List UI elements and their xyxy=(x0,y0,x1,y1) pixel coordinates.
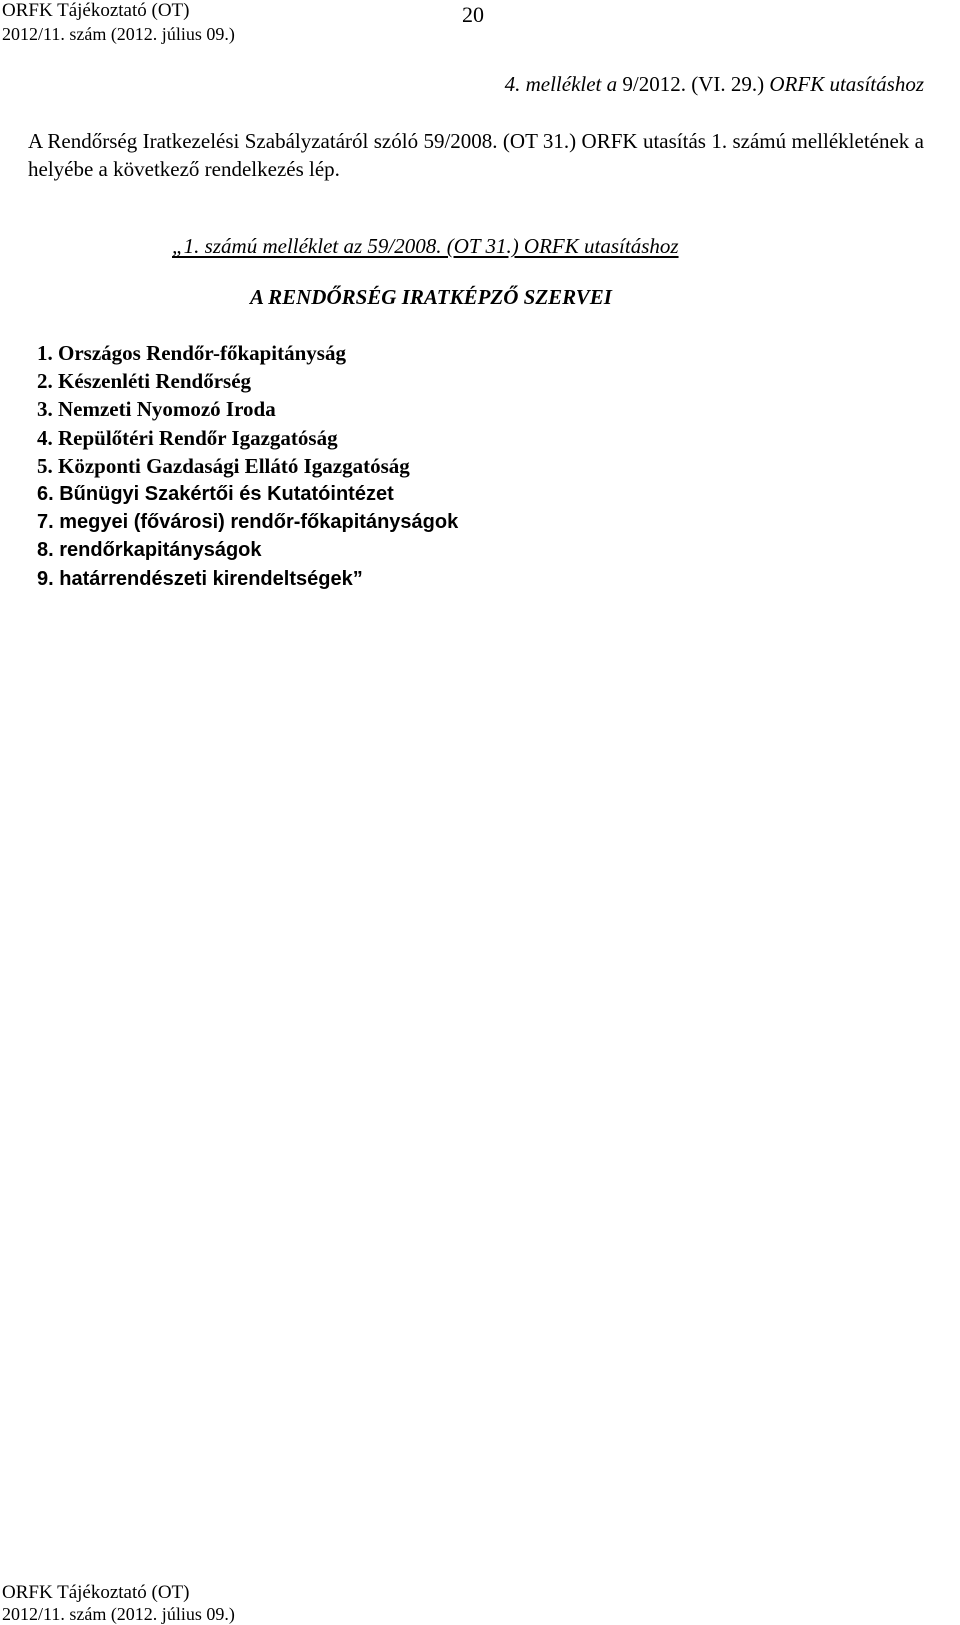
organization-list xyxy=(37,339,458,593)
list-item: 5. Központi Gazdasági Ellátó Igazgatóság xyxy=(37,453,410,478)
annex-reference xyxy=(505,72,924,97)
list-item: 1. Országos Rendőr-főkapitányság xyxy=(37,341,346,365)
section-heading: A RENDŐRSÉG IRATKÉPZŐ SZERVEI xyxy=(250,285,612,309)
list-item: 8. rendőrkapitányságok xyxy=(37,539,262,562)
annex-reference-number: 9/2012. (VI. 29.) xyxy=(622,72,765,96)
footer-issue: 2012/11. szám (2012. július 09.) xyxy=(2,1604,235,1624)
header-publication: ORFK Tájékoztató (OT) xyxy=(2,0,190,21)
list-item: 6. Bűnügyi Szakértői és Kutatóintézet xyxy=(37,483,394,506)
annex-reference-prefix: 4. melléklet a xyxy=(504,72,623,96)
inner-annex-title: „1. számú melléklet az 59/2008. (OT 31.) ORFK utasításhoz xyxy=(172,234,679,258)
header-issue: 2012/11. szám (2012. július 09.) xyxy=(2,24,235,44)
intro-paragraph: A Rendőrség Iratkezelési Szabályzatáról szóló 59/2008. (OT 31.) ORFK utasítás 1. számú mellékletének a helyébe a következő rendelkezés lép. xyxy=(28,129,924,181)
list-item: 9. határrendészeti kirendeltségek” xyxy=(37,567,363,590)
page-number: 20 xyxy=(462,2,484,27)
list-item: 2. Készenléti Rendőrség xyxy=(37,369,252,394)
annex-reference-suffix: ORFK utasításhoz xyxy=(764,72,924,96)
footer-publication: ORFK Tájékoztató (OT) xyxy=(2,1582,190,1603)
list-item: 4. Repülőtéri Rendőr Igazgatóság xyxy=(37,425,338,450)
list-item: 7. megyei (fővárosi) rendőr-főkapitányságok xyxy=(37,511,459,534)
list-item: 3. Nemzeti Nyomozó Iroda xyxy=(37,397,276,422)
